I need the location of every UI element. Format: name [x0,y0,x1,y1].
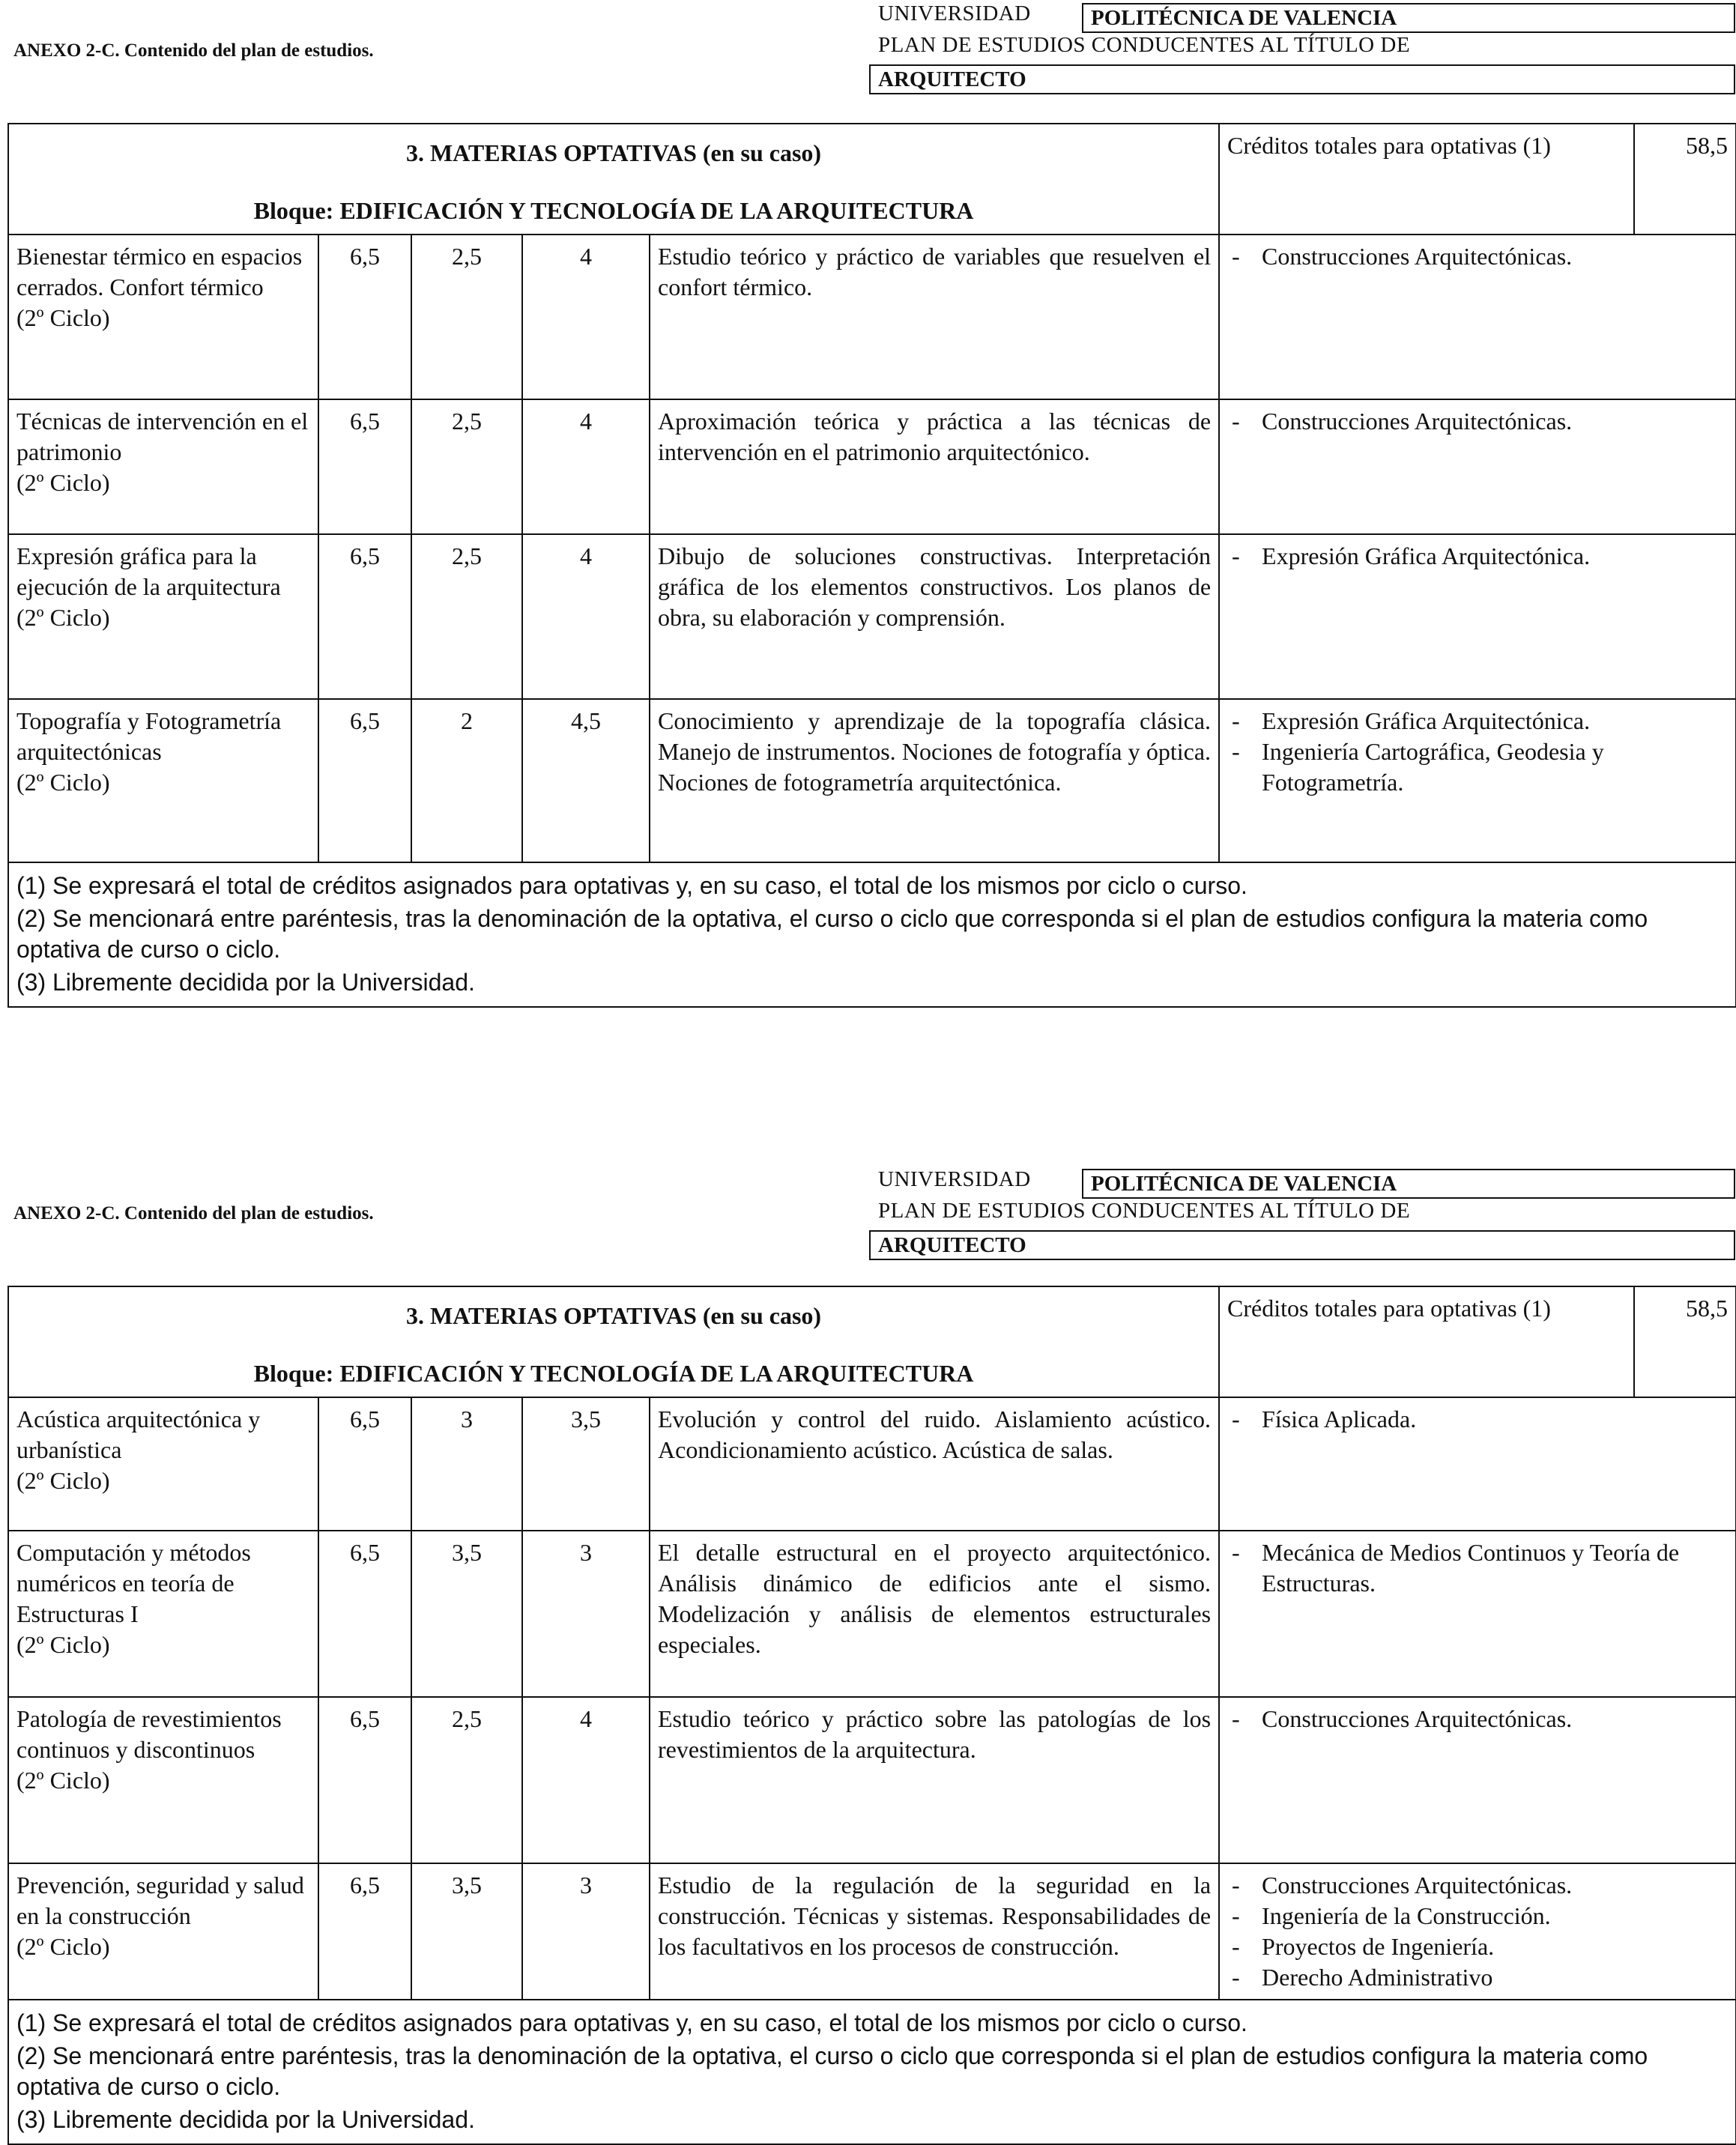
subject-cycle: (2º Ciclo) [16,604,110,631]
departments-cell [1219,534,1736,699]
table-row [8,1863,1736,2000]
footnote: (2) Se mencionará entre paréntesis, tras la denominación de la optativa, el curso o ciclo que corresponda si el plan de estudios configura la materia como optativa de curso o ciclo. [16,2042,1648,2100]
subject-cycle: (2º Ciclo) [16,1467,110,1494]
credits-total: 6,5 [318,699,411,862]
credits-label: Créditos totales para optativas (1) [1219,1286,1634,1397]
table-row [8,1697,1736,1863]
university-label: UNIVERSIDAD [878,1,1031,25]
subject-description: El detalle estructural en el proyecto arquitectónico. Análisis dinámico de edificios ante el sismo. Modelización y análisis de elementos estructurales especiales. [650,1531,1219,1697]
notes-cell [8,862,1736,1007]
block-title: Bloque: EDIFICACIÓN Y TECNOLOGÍA DE LA ARQUITECTURA [253,1360,974,1387]
departments-cell [1219,1531,1736,1697]
table-row [8,534,1736,699]
department-item: - Expresión Gráfica Arquitectónica. [1232,707,1591,734]
credits-theory: 3,5 [411,1531,522,1697]
credits-value: 58,5 [1634,1286,1736,1397]
subject-cell [8,1531,318,1697]
subject-cycle: (2º Ciclo) [16,1767,110,1794]
subject-name: Técnicas de intervención en el patrimonio [16,408,309,465]
subject-cell [8,1697,318,1863]
credits-practice: 4 [522,399,650,534]
section-title: 3. MATERIAS OPTATIVAS (en su caso) [405,139,822,166]
departments-cell [1219,235,1736,399]
department-item: - Derecho Administrativo [1232,1964,1493,1991]
university-name-box: POLITÉCNICA DE VALENCIA [1082,1169,1735,1199]
notes-row [8,2000,1736,2144]
subject-description: Evolución y control del ruido. Aislamiento acústico. Acondicionamiento acústico. Acústica de salas. [650,1397,1219,1531]
degree-box: ARQUITECTO [869,64,1735,94]
university-label: UNIVERSIDAD [878,1167,1031,1191]
credits-practice: 4 [522,235,650,399]
credits-total: 6,5 [318,1697,411,1863]
table-header-row [8,1286,1736,1397]
department-item: - Construcciones Arquitectónicas. [1232,1705,1573,1732]
subjects-table [7,1286,1736,2145]
subject-cycle: (2º Ciclo) [16,1631,110,1658]
subject-description: Estudio teórico y práctico sobre las patologías de los revestimientos de la arquitectura. [650,1697,1219,1863]
credits-theory: 2,5 [411,399,522,534]
table-row [8,1397,1736,1531]
credits-practice: 4 [522,1697,650,1863]
footnote: (2) Se mencionará entre paréntesis, tras la denominación de la optativa, el curso o ciclo que corresponda si el plan de estudios configura la materia como optativa de curso o ciclo. [16,905,1648,963]
credits-theory: 2,5 [411,1697,522,1863]
credits-theory: 2,5 [411,235,522,399]
department-item: - Construcciones Arquitectónicas. [1232,408,1573,435]
subject-cycle: (2º Ciclo) [16,304,110,331]
annex-heading: ANEXO 2-C. Contenido del plan de estudios. [13,1203,374,1223]
departments-cell [1219,1697,1736,1863]
credits-total: 6,5 [318,399,411,534]
footnote: (1) Se expresará el total de créditos asignados para optativas y, en su caso, el total de los mismos por ciclo o curso. [16,2009,1247,2036]
block-title: Bloque: EDIFICACIÓN Y TECNOLOGÍA DE LA ARQUITECTURA [253,197,974,224]
credits-total: 6,5 [318,1863,411,2000]
subject-description: Conocimiento y aprendizaje de la topografía clásica. Manejo de instrumentos. Nociones de fotografía y óptica. Nociones de fotogrametría arquitectónica. [650,699,1219,862]
subject-cell [8,399,318,534]
subject-cycle: (2º Ciclo) [16,769,110,796]
department-item: - Ingeniería Cartográfica, Geodesia y Fotogrametría. [1232,738,1604,796]
subject-name: Bienestar térmico en espacios cerrados. Confort térmico [16,243,303,300]
table-row [8,399,1736,534]
annex-heading: ANEXO 2-C. Contenido del plan de estudios. [13,40,374,61]
subjects-table [7,123,1736,1008]
footnote: (1) Se expresará el total de créditos asignados para optativas y, en su caso, el total de los mismos por ciclo o curso. [16,872,1247,899]
departments-cell [1219,1397,1736,1531]
subject-cell [8,235,318,399]
title-cell [8,124,1219,235]
subject-cycle: (2º Ciclo) [16,469,110,496]
section-title: 3. MATERIAS OPTATIVAS (en su caso) [405,1302,822,1329]
credits-theory: 3,5 [411,1863,522,2000]
departments-cell [1219,699,1736,862]
table-row [8,235,1736,399]
department-item: - Mecánica de Medios Continuos y Teoría de Estructuras. [1232,1539,1680,1597]
subject-description: Estudio de la regulación de la seguridad en la construcción. Técnicas y sistemas. Responsabilidades de los facultativos en los procesos de construcción. [650,1863,1219,2000]
plan-label: PLAN DE ESTUDIOS CONDUCENTES AL TÍTULO DE [878,1199,1411,1223]
credits-value: 58,5 [1634,124,1736,235]
credits-total: 6,5 [318,1397,411,1531]
departments-cell [1219,399,1736,534]
department-item: - Ingeniería de la Construcción. [1232,1902,1551,1929]
credits-practice: 3 [522,1531,650,1697]
credits-practice: 4 [522,534,650,699]
subject-cycle: (2º Ciclo) [16,1933,110,1960]
credits-practice: 3,5 [522,1397,650,1531]
credits-theory: 3 [411,1397,522,1531]
table-header-row [8,124,1736,235]
department-item: - Construcciones Arquitectónicas. [1232,243,1573,270]
department-item: - Expresión Gráfica Arquitectónica. [1232,542,1591,569]
department-item: - Física Aplicada. [1232,1406,1417,1432]
credits-practice: 3 [522,1863,650,2000]
subject-name: Computación y métodos numéricos en teoría de Estructuras I [16,1539,251,1627]
university-name-box: POLITÉCNICA DE VALENCIA [1082,3,1735,33]
table-row [8,1531,1736,1697]
plan-label: PLAN DE ESTUDIOS CONDUCENTES AL TÍTULO DE [878,33,1411,57]
subject-name: Prevención, seguridad y salud en la construcción [16,1872,304,1929]
notes-row [8,862,1736,1007]
departments-cell [1219,1863,1736,2000]
notes-cell [8,2000,1736,2144]
title-cell [8,1286,1219,1397]
credits-practice: 4,5 [522,699,650,862]
credits-total: 6,5 [318,235,411,399]
credits-theory: 2 [411,699,522,862]
subject-cell [8,534,318,699]
subject-description: Aproximación teórica y práctica a las técnicas de intervención en el patrimonio arquitectónico. [650,399,1219,534]
department-item: - Construcciones Arquitectónicas. [1232,1872,1573,1899]
degree-box: ARQUITECTO [869,1230,1735,1260]
subject-name: Expresión gráfica para la ejecución de la arquitectura [16,542,281,600]
footnote: (3) Libremente decidida por la Universidad. [16,969,475,996]
footnote: (3) Libremente decidida por la Universidad. [16,2106,475,2133]
credits-total: 6,5 [318,534,411,699]
credits-label: Créditos totales para optativas (1) [1219,124,1634,235]
subject-name: Topografía y Fotogrametría arquitectónicas [16,707,282,765]
subject-description: Dibujo de soluciones constructivas. Interpretación gráfica de los elementos constructivos. Los planos de obra, su elaboración y comprensión. [650,534,1219,699]
subject-description: Estudio teórico y práctico de variables que resuelven el confort térmico. [650,235,1219,399]
table-row [8,699,1736,862]
department-item: - Proyectos de Ingeniería. [1232,1933,1495,1960]
subject-name: Acústica arquitectónica y urbanística [16,1406,261,1463]
credits-total: 6,5 [318,1531,411,1697]
credits-theory: 2,5 [411,534,522,699]
subject-cell [8,699,318,862]
subject-name: Patología de revestimientos continuos y discontinuos [16,1705,282,1763]
subject-cell [8,1863,318,2000]
subject-cell [8,1397,318,1531]
